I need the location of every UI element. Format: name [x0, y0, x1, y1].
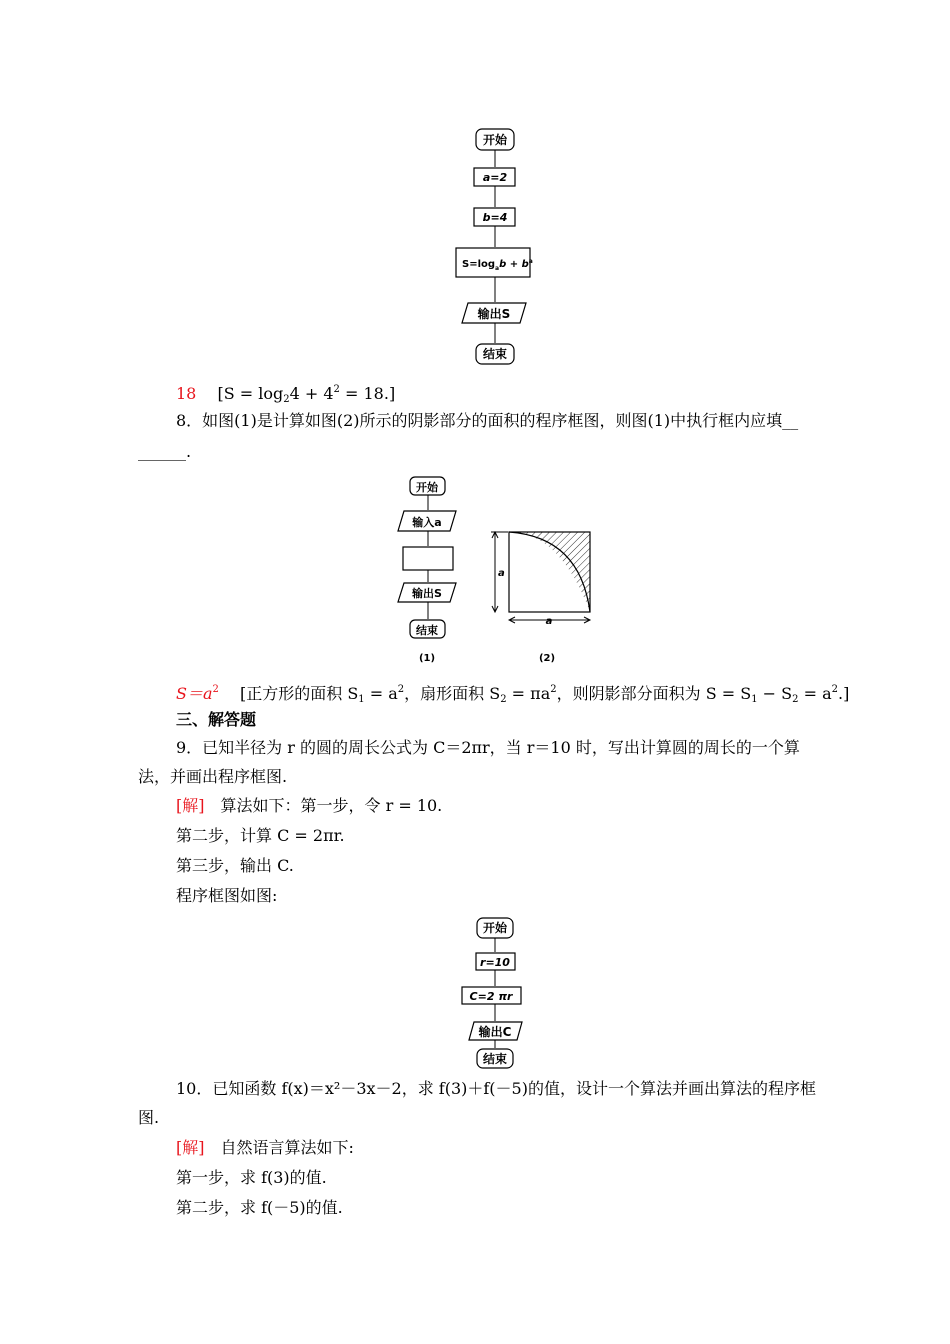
q8-answer: $S=a^2$ [正方形的面积 $S_1 = a^2$，扇形面积 $S_2 = \pi a^2$，则阴影部分面积为 $S = S_1 - S_2 = a^2$.]: [176, 684, 850, 705]
svg-text:开始: 开始: [482, 921, 508, 935]
fc2-end: [410, 620, 445, 638]
q10-solution-2: 第一步，求 f(3)的值.: [176, 1168, 327, 1187]
q7-answer: 18 $[S = \log_24 + 4^2 = 18.]$: [176, 384, 396, 405]
fig-label-2: (2): [538, 653, 556, 664]
q9-solution-3: 第三步，输出 C.: [176, 856, 294, 875]
fig-label-1: (1): [418, 653, 436, 664]
fc2-process-blank: [403, 547, 453, 570]
flowchart-2: [390, 472, 610, 672]
q9-solution-4: 程序框图如图:: [176, 886, 278, 905]
svg-text:输出C: 输出C: [478, 1025, 512, 1039]
fc3-output: [469, 1022, 522, 1040]
q10-solution-3: 第二步，求 f(－5)的值.: [176, 1198, 343, 1217]
q10-solution-1: [解] 自然语言算法如下:: [176, 1138, 354, 1157]
svg-text:a=2: a=2: [482, 171, 508, 184]
fc1-start: [476, 129, 514, 150]
fc2-input: [398, 511, 456, 531]
fc1-step-s: [456, 248, 533, 277]
svg-text:a: a: [545, 616, 553, 627]
q9-solution-1: [解] 算法如下：第一步，令 r = 10.: [176, 796, 443, 815]
q8-line1: 8．如图(1)是计算如图(2)所示的阴影部分的面积的程序框图，则图(1)中执行框内应填__: [176, 411, 799, 430]
solution-tag: [解]: [176, 796, 205, 815]
svg-text:C=2 πr: C=2 πr: [469, 990, 513, 1003]
svg-text:a: a: [498, 568, 505, 579]
fc2-output: [398, 583, 456, 602]
svg-text:S=logab + ba: $S=\log_ab + b^a$: [462, 258, 533, 272]
svg-text:输入a: 输入a: [412, 516, 442, 529]
fc3-end: [477, 1049, 513, 1068]
svg-text:b=4: b=4: [482, 211, 508, 224]
q8-line2: ______.: [138, 442, 192, 461]
q9-line1: 9．已知半径为 r 的圆的周长公式为 C＝2πr，当 r＝10 时，写出计算圆的周长的一个算: [176, 738, 800, 757]
q9-line2: 法，并画出程序框图.: [138, 767, 288, 786]
flowchart-1: [440, 120, 550, 370]
fc3-step-c: [462, 987, 521, 1004]
svg-text:结束: 结束: [482, 347, 508, 361]
flowchart-3: [440, 912, 550, 1072]
fc3-step-r: [476, 953, 515, 970]
svg-text:输出S: 输出S: [477, 307, 511, 321]
fc1-step-a: [474, 168, 515, 186]
svg-text:开始: 开始: [416, 481, 438, 494]
section-title: 三、解答题: [176, 710, 257, 729]
fc3-start: [477, 918, 513, 938]
q10-line2: 图.: [138, 1108, 160, 1127]
q9-solution-2: 第二步，计算 C = 2πr.: [176, 826, 345, 845]
svg-text:结束: 结束: [416, 624, 438, 637]
svg-text:r=10: r=10: [480, 956, 510, 969]
fc1-end: [476, 344, 514, 364]
shaded-square-figure: [491, 532, 590, 627]
fc1-output: [462, 303, 526, 323]
q10-line1: 10．已知函数 f(x)＝x²－3x－2，求 f(3)＋f(－5)的值，设计一个算法并画出算法的程序框: [176, 1079, 816, 1098]
fc1-step-b: [474, 208, 515, 226]
svg-text:结束: 结束: [482, 1052, 508, 1066]
solution-tag: [解]: [176, 1138, 205, 1157]
svg-text:输出S: 输出S: [412, 587, 442, 600]
fc2-start: [410, 477, 445, 495]
svg-text:开始: 开始: [482, 133, 508, 147]
